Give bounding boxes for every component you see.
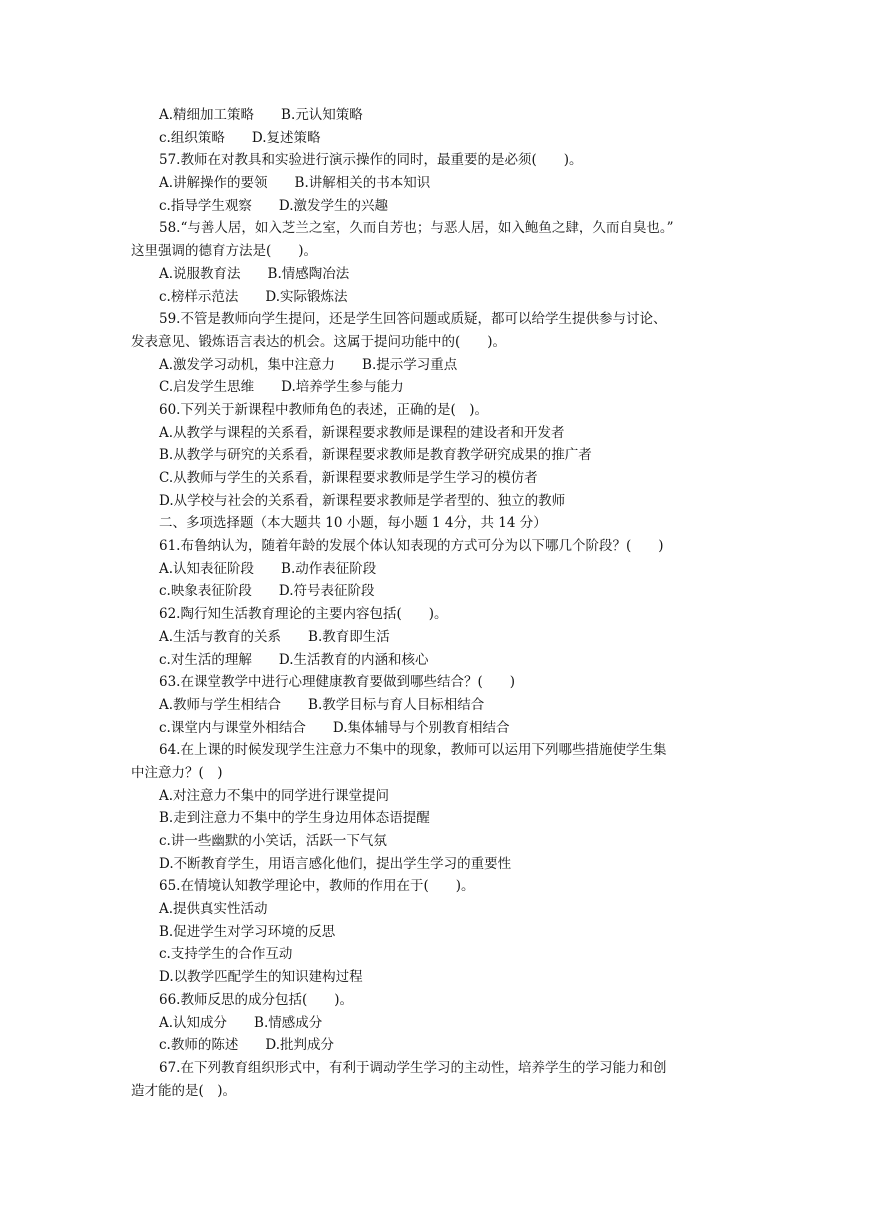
text-line: 造才能的是( )。	[131, 1082, 237, 1099]
text-line: A.对注意力不集中的同学进行课堂提问	[159, 787, 390, 804]
text-line: B.从教学与研究的关系看，新课程要求教师是教育教学研究成果的推广者	[159, 447, 592, 464]
text-line: 61.布鲁纳认为，随着年龄的发展个体认知表现的方式可分为以下哪几个阶段？( )	[159, 538, 664, 555]
text-line: C.从教师与学生的关系看，新课程要求教师是学生学习的模仿者	[159, 470, 538, 486]
text-line: 这里强调的德育方法是( )。	[131, 243, 318, 260]
text-line: c.榜样示范法 D.实际锻炼法	[159, 288, 348, 305]
text-line: c.对生活的理解 D.生活教育的内涵和核心	[159, 651, 429, 668]
text-line: 64.在上课的时候发现学生注意力不集中的现象，教师可以运用下列哪些措施使学生集	[159, 742, 667, 759]
text-line: B.走到注意力不集中的学生身边用体态语提醒	[159, 810, 430, 827]
text-line: c.教师的陈述 D.批判成分	[159, 1037, 334, 1054]
text-line: c.课堂内与课堂外相结合 D.集体辅导与个别教育相结合	[159, 719, 510, 736]
text-line: 65.在情境认知教学理论中，教师的作用在于( )。	[159, 878, 475, 895]
text-line: A.从教学与课程的关系看，新课程要求教师是课程的建设者和开发者	[159, 424, 565, 441]
text-line: 二、多项选择题（本大题共 10 小题，每小题 1 4分，共 14 分）	[159, 515, 547, 532]
text-line: c.组织策略 D.复述策略	[159, 129, 321, 146]
text-line: 中注意力？( )	[131, 764, 223, 781]
text-line: A.认知成分 B.情感成分	[159, 1014, 323, 1031]
text-line: D.以教学匹配学生的知识建构过程	[159, 969, 363, 986]
text-line: 57.教师在对教具和实验进行演示操作的同时，最重要的是必须( )。	[159, 152, 583, 169]
text-line: 58.“与善人居，如入芝兰之室，久而自芳也；与恶人居，如入鲍鱼之肆，久而自臭也。”	[159, 220, 674, 237]
text-line: 62.陶行知生活教育理论的主要内容包括( )。	[159, 606, 448, 623]
text-line: c.映象表征阶段 D.符号表征阶段	[159, 583, 375, 600]
text-line: A.提供真实性活动	[159, 901, 268, 918]
text-line: B.促进学生对学习环境的反思	[159, 923, 336, 940]
text-line: D.不断教育学生，用语言感化他们，提出学生学习的重要性	[159, 855, 512, 872]
text-line: A.认知表征阶段 B.动作表征阶段	[159, 560, 377, 577]
text-line: A.讲解操作的要领 B.讲解相关的书本知识	[159, 175, 431, 192]
text-line: 发表意见、锻炼语言表达的机会。这属于提问功能中的( )。	[131, 333, 507, 350]
text-line: D.从学校与社会的关系看，新课程要求教师是学者型的、独立的教师	[159, 492, 566, 509]
exam-question-text	[131, 104, 746, 1102]
text-line: C.启发学生思维 D.培养学生参与能力	[159, 379, 404, 396]
text-line: A.说服教育法 B.情感陶冶法	[159, 265, 350, 282]
text-line: 60.下列关于新课程中教师角色的表述，正确的是( )。	[159, 401, 489, 418]
text-line: c.讲一些幽默的小笑话，活跃一下气氛	[159, 833, 387, 849]
text-line: c.支持学生的合作互动	[159, 946, 293, 963]
text-line: 63.在课堂教学中进行心理健康教育要做到哪些结合？( )	[159, 674, 516, 691]
text-line: A.精细加工策略 B.元认知策略	[159, 107, 363, 123]
text-line: 66.教师反思的成分包括( )。	[159, 991, 354, 1008]
text-line: A.生活与教育的关系 B.教育即生活	[159, 628, 390, 645]
text-line: A.激发学习动机，集中注意力 B.提示学习重点	[159, 356, 458, 373]
text-line: 59.不管是教师向学生提问，还是学生回答问题或质疑，都可以给学生提供参与讨论、	[159, 311, 667, 328]
text-line: A.教师与学生相结合 B.教学目标与育人目标相结合	[159, 696, 485, 713]
text-line: c.指导学生观察 D.激发学生的兴趣	[159, 197, 388, 214]
text-line: 67.在下列教育组织形式中，有利于调动学生学习的主动性，培养学生的学习能力和创	[159, 1059, 667, 1076]
